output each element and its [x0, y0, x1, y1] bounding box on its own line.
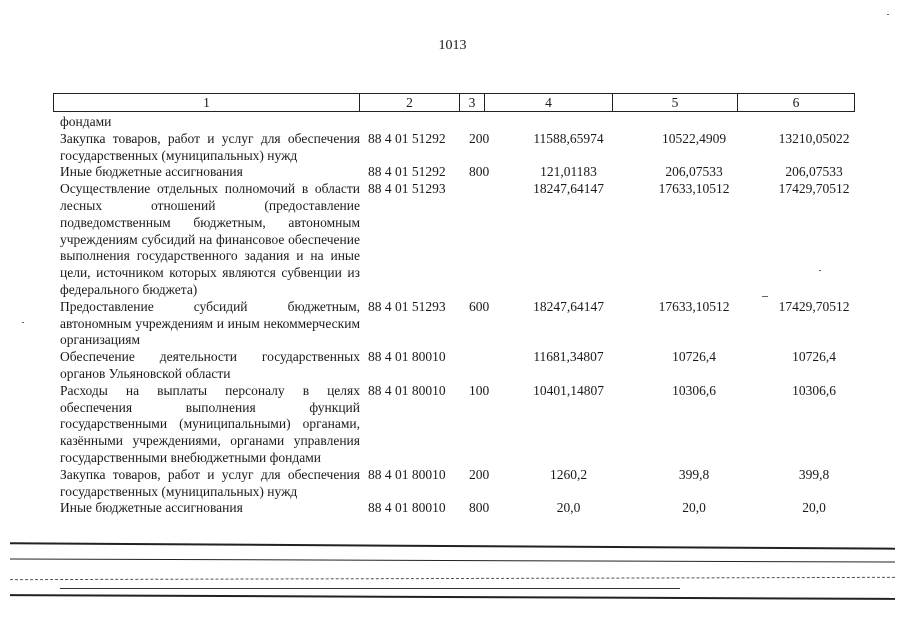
row-value-6: 20,0 [802, 500, 826, 516]
row-value-5: 10306,6 [672, 382, 716, 398]
row-code [362, 114, 467, 131]
row-name: Иные бюджетные ассигнования [60, 164, 243, 180]
row-value-6: 13210,05022 [778, 130, 850, 146]
row-name: Осуществление отдельных полномочий в области лесных отношений (предоставление подведомственным бюджетным, автономным учреждениям субсидий на финансовое обеспечение выполнения государственного задания и на иные цели, источником которых являются субвенции из федерального бюджета) [60, 181, 360, 297]
page-number: 1013 [438, 38, 467, 53]
row-code: 88 4 01 51292 [368, 164, 446, 180]
row-expense-type [467, 349, 495, 383]
table-row [53, 467, 872, 501]
scan-speck [22, 322, 24, 323]
scan-line [10, 542, 895, 549]
row-code: 88 4 01 80010 [368, 349, 446, 365]
row-value-4: 10401,14807 [533, 382, 604, 398]
table-row [53, 500, 872, 517]
row-expense-type [467, 181, 495, 299]
row-expense-type: 800 [469, 164, 490, 180]
row-name: Предоставление субсидий бюджетным, автономным учреждениям и иным некоммерческим организациям [60, 298, 360, 348]
scan-line [10, 594, 895, 600]
row-name: Иные бюджетные ассигнования [60, 500, 243, 516]
row-code: 88 4 01 80010 [368, 466, 446, 482]
row-value-6: 17429,70512 [778, 298, 850, 314]
scan-speck [762, 296, 768, 297]
row-value-6: 206,07533 [785, 164, 843, 180]
column-header-6: 6 [738, 94, 855, 112]
row-value-4 [495, 114, 632, 131]
row-code: 88 4 01 80010 [368, 382, 446, 398]
row-name: Расходы на выплаты персоналу в целях обеспечения выполнения функций государственными (муниципальными) органами, казёнными учреждениями, органами управления государственными внебюджетными фондами [60, 382, 360, 465]
row-value-6: 399,8 [798, 466, 830, 482]
row-name: фондами [60, 114, 112, 129]
row-value-5: 399,8 [678, 466, 710, 482]
row-name: Закупка товаров, работ и услуг для обеспечения государственных (муниципальных) нужд [60, 466, 360, 499]
scan-speck [819, 270, 821, 271]
strike-line [60, 588, 680, 589]
scan-speck [887, 14, 889, 15]
row-name: Обеспечение деятельности государственных органов Ульяновской области [60, 349, 360, 381]
scan-line [10, 577, 895, 580]
row-value-5: 206,07533 [665, 164, 723, 180]
row-expense-type: 800 [469, 500, 490, 516]
row-code: 88 4 01 80010 [368, 500, 446, 516]
column-header-1: 1 [54, 94, 360, 112]
row-value-4: 1260,2 [549, 466, 588, 482]
table-row [53, 164, 872, 181]
row-value-6: 10306,6 [792, 382, 836, 398]
row-value-4: 20,0 [556, 500, 581, 516]
table-row [53, 349, 872, 383]
row-value-6 [756, 114, 872, 131]
table-row [53, 114, 872, 131]
row-expense-type [467, 114, 495, 131]
column-header-4: 4 [485, 94, 613, 112]
row-expense-type: 100 [469, 382, 490, 398]
row-value-4: 11588,65974 [533, 130, 604, 146]
row-value-5: 17633,10512 [658, 181, 730, 197]
column-header-5: 5 [613, 94, 738, 112]
row-value-5: 17633,10512 [658, 298, 730, 314]
row-value-5 [632, 114, 756, 131]
row-code: 88 4 01 51293 [368, 298, 446, 314]
column-header-3: 3 [460, 94, 485, 112]
table-row [53, 181, 872, 299]
row-expense-type: 200 [469, 466, 490, 482]
column-header-2: 2 [360, 94, 460, 112]
column-header-row [53, 93, 855, 112]
row-expense-type: 600 [469, 298, 490, 314]
row-value-4: 18247,64147 [533, 298, 604, 314]
row-value-4: 11681,34807 [533, 349, 604, 365]
row-value-4: 121,01183 [540, 164, 597, 180]
table-row [53, 299, 872, 349]
budget-table [53, 114, 872, 517]
row-value-6: 17429,70512 [778, 181, 850, 197]
row-value-5: 10726,4 [672, 349, 716, 365]
table-row [53, 131, 872, 165]
table-row [53, 383, 872, 467]
row-expense-type: 200 [469, 130, 490, 146]
row-value-5: 20,0 [682, 500, 706, 516]
row-value-4: 18247,64147 [533, 181, 604, 197]
row-code: 88 4 01 51292 [368, 130, 446, 146]
row-code: 88 4 01 51293 [368, 181, 446, 197]
row-name: Закупка товаров, работ и услуг для обеспечения государственных (муниципальных) нужд [60, 130, 360, 163]
row-value-6: 10726,4 [792, 349, 836, 365]
row-value-5: 10522,4909 [661, 130, 727, 146]
scan-line [10, 558, 895, 562]
